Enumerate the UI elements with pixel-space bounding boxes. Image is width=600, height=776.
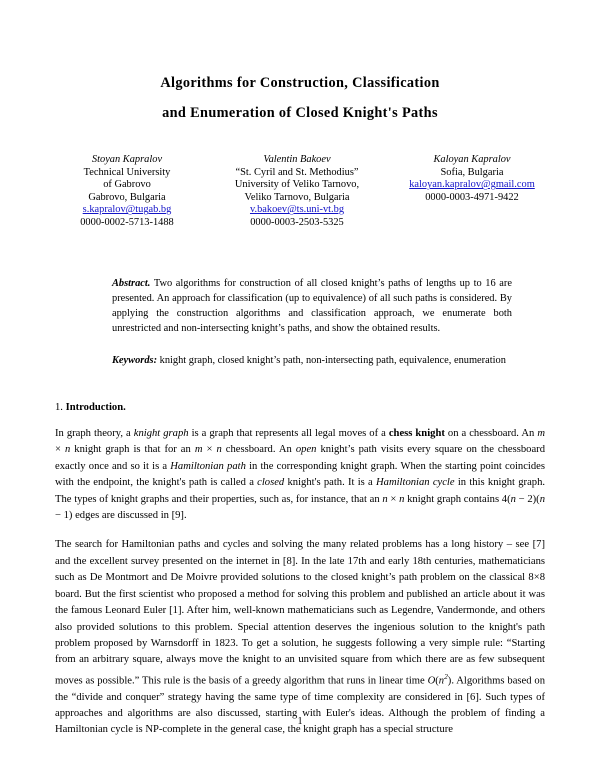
text-run-bold: chess knight: [388, 428, 445, 440]
author-orcid: 0000-0003-2503-5325: [250, 216, 344, 228]
abstract-text: Two algorithms for construction of all closed knight’s paths of lengths up to 16 are presented. An approach for classification (up to equivalence) of all such paths is considered. By applying the construction algorithms and classification approach, we enumerate both unrestricted and non-intersecting knight’s paths, and show the obtained results.: [112, 277, 512, 335]
author-email-link[interactable]: s.kapralov@tugab.bg: [82, 204, 172, 216]
author-affiliation-line: Technical University: [83, 166, 171, 178]
author-email-link[interactable]: kaloyan.kapralov@gmail.com: [409, 179, 535, 191]
author-affiliation-line: Gabrovo, Bulgaria: [88, 191, 166, 203]
text-run: ). Algorithms based on the “divide and conquer” strategy having the same type of time complexity are considered in [6]. Such types of approaches and algorithms are also discussed, starting with Euler's ideas. Although the problem of finding a Hamiltonian cycle is NP-complete in the general case, the knight graph has a special structure: [55, 675, 545, 736]
author-column-1: [52, 154, 202, 230]
author-affiliation-line: of Gabrovo: [103, 179, 151, 191]
text-run: on a chessboard. An: [444, 428, 538, 440]
author-column-3: [392, 154, 552, 230]
text-run: ×: [387, 493, 400, 505]
keywords-label: Keywords:: [112, 354, 158, 366]
text-run: − 1) edges are discussed in [9].: [55, 510, 187, 522]
text-run-italic: Hamiltonian path: [170, 460, 246, 472]
math-var: m: [194, 444, 203, 456]
paper-title: [0, 0, 600, 128]
math-var: n: [539, 493, 545, 505]
text-run: ×: [55, 444, 65, 456]
title-line-1: Algorithms for Construction, Classification: [160, 75, 440, 91]
author-affiliation-line: Veliko Tarnovo, Bulgaria: [244, 191, 350, 203]
text-run: (: [435, 675, 439, 687]
text-run: in this knight graph. The types of knight graphs and their properties, such as, for instance, that an: [55, 477, 546, 505]
math-exponent: 2: [444, 671, 448, 681]
math-var: n: [510, 493, 516, 505]
author-email-link[interactable]: v.bakoev@ts.uni-vt.bg: [249, 204, 345, 216]
math-var: n: [382, 493, 388, 505]
author-column-2: [202, 154, 392, 230]
abstract-label: Abstract.: [112, 277, 151, 289]
text-run: knight's path. It is a: [284, 477, 377, 489]
text-run: The search for Hamiltonian paths and cycles and solving the many related problems has a long history – see [7] and the excellent survey presented on the internet in [8]. In the late 17th and early 18th centuries, mathematicians such as De Montmort and De Moivre provided solutions to the closed knight’s path problem on the classical 8×8 board. But the first scientist who proposed a method for solving this problem and published an article about it was the famous Leonard Euler [1]. After him, well-known mathematicians such as Legendre, Vandermonde, and others also provided solutions to this problem. Special attention deserves the ingenious solution to the knight's path problem proposed by Warnsdorff in 1823. To get a solution, he suggests following a very simple rule: “Starting from an arbitrary square, always move the knight to an unvisited square from which there are as few subsequent moves as possible.” This rule is the basis of a greedy algorithm that runs in linear time: [55, 539, 545, 687]
math-var: n: [64, 444, 71, 456]
abstract-section: [112, 276, 512, 337]
keywords-section: [112, 353, 512, 368]
text-run: in the corresponding knight graph. When the starting point coincides with the endpoint, the knight's path is called a: [55, 460, 546, 489]
page-number: 1: [297, 716, 303, 727]
author-affiliation-line: University of Veliko Tarnovo,: [234, 179, 360, 191]
section-heading: [55, 402, 600, 413]
text-run-italic: closed: [257, 477, 285, 489]
paragraph-2: [55, 537, 545, 738]
text-run: − 2)(: [515, 493, 540, 505]
author-name: Valentin Bakoev: [263, 154, 331, 165]
title-line-2: and Enumeration of Closed Knight's Paths: [162, 105, 438, 121]
text-run: chessboard. An: [221, 444, 296, 456]
author-orcid: 0000-0003-4971-9422: [425, 191, 519, 203]
author-name: Kaloyan Kapralov: [433, 154, 511, 165]
math-var: n: [216, 444, 222, 456]
author-name: Stoyan Kapralov: [91, 154, 163, 165]
paragraph-1: [55, 426, 545, 524]
author-block: [52, 154, 552, 230]
text-run: is a graph that represents all legal moves of a: [188, 428, 389, 440]
math-var: n: [438, 675, 445, 687]
text-run: knight graph contains 4(: [404, 493, 511, 505]
author-orcid: 0000-0002-5713-1488: [80, 216, 174, 228]
section-title: Introduction.: [62, 402, 126, 414]
text-run: knight graph is that for an: [70, 444, 195, 456]
math-var: n: [399, 493, 405, 505]
text-run-italic: knight graph: [133, 428, 189, 440]
text-run-italic: Hamiltonian cycle: [376, 477, 455, 489]
text-run: In graph theory, a: [55, 428, 134, 440]
text-run: knight’s path visits every square on the chessboard exactly once and so it is a: [55, 444, 545, 472]
math-var: m: [537, 428, 545, 440]
author-affiliation-line: “St. Cyril and St. Methodius”: [235, 166, 359, 178]
text-run: ×: [202, 444, 217, 456]
section-number: 1.: [55, 402, 63, 414]
keywords-text: knight graph, closed knight’s path, non-intersecting path, equivalence, enumeration: [157, 354, 506, 366]
author-affiliation-line: Sofia, Bulgaria: [440, 166, 504, 178]
math-var: O: [427, 675, 436, 687]
text-run-italic: open: [295, 444, 317, 456]
